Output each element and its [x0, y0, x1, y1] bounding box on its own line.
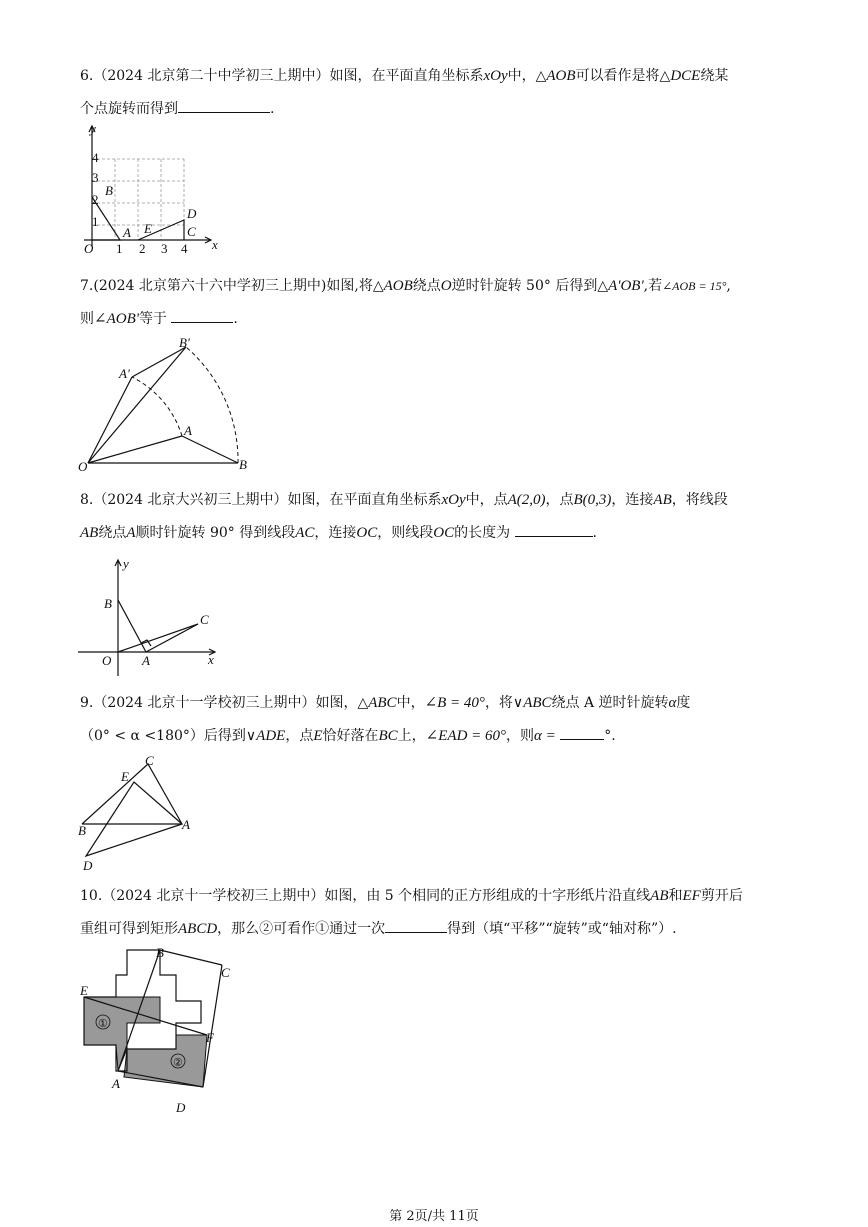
point-label: B	[156, 945, 164, 960]
text: .	[592, 525, 597, 541]
point-label: A	[112, 1076, 120, 1091]
point-label: B	[239, 457, 247, 472]
question-number: 7.	[80, 278, 94, 294]
point-label: O	[78, 459, 88, 474]
answer-blank[interactable]	[171, 308, 233, 323]
point-label: A	[182, 817, 190, 832]
math: α	[668, 695, 677, 711]
math: ADE	[256, 728, 286, 744]
text: ，点	[285, 728, 314, 744]
text: 上，	[397, 728, 426, 744]
text: 剪开后	[700, 888, 743, 904]
answer-blank[interactable]	[560, 725, 604, 740]
math: ABC	[368, 695, 397, 711]
text: 绕点	[98, 525, 127, 541]
text: 则	[80, 311, 94, 327]
tick-label: 3	[92, 170, 99, 185]
page-footer: 第 2页/共 11页	[389, 1209, 479, 1224]
text: 顺时针旋转 90° 得到线段	[135, 525, 296, 541]
math: xOy	[483, 68, 508, 84]
math: AB	[653, 492, 672, 508]
question-7	[80, 270, 795, 336]
math: EF	[682, 888, 701, 904]
question-source: （2024 北京大兴初三上期中）	[93, 492, 288, 508]
axis-label: x	[208, 652, 214, 667]
point-label: E	[80, 983, 88, 998]
tick-label: 2	[139, 241, 146, 256]
point-label: B'	[179, 335, 190, 350]
math: ABCD	[178, 921, 218, 937]
text: 恰好落在	[322, 728, 379, 744]
point-label: B	[104, 596, 112, 611]
axis-label: y	[90, 121, 96, 136]
math: xOy	[441, 492, 466, 508]
figure-q8	[78, 556, 228, 681]
text: 如图,将△	[326, 278, 384, 294]
text: 等于	[138, 311, 167, 327]
point-label: C	[200, 612, 209, 627]
math: A	[126, 525, 136, 541]
question-8	[80, 484, 795, 550]
point-label: C	[221, 965, 230, 980]
point-label: B	[105, 183, 113, 198]
point-label: F	[206, 1030, 214, 1045]
math: OC	[433, 525, 455, 541]
text: ，则	[506, 728, 535, 744]
answer-blank[interactable]	[385, 918, 447, 933]
tick-label: 2	[92, 192, 99, 207]
question-number: 10.	[80, 888, 103, 904]
text: ,	[726, 278, 731, 294]
point-label: E	[121, 769, 129, 784]
math: AC	[295, 525, 315, 541]
math: BC	[378, 728, 398, 744]
math: A'OB'	[608, 278, 644, 294]
answer-blank[interactable]	[178, 98, 270, 113]
tick-label: 1	[116, 241, 123, 256]
point-label: C	[187, 224, 196, 239]
figure-q6	[78, 122, 228, 262]
math: E	[313, 728, 323, 744]
text: ，连接	[611, 492, 654, 508]
text: 中，点	[465, 492, 508, 508]
math: OC	[356, 525, 378, 541]
text: 的长度为	[454, 525, 511, 541]
question-10	[80, 880, 795, 946]
text: （0° < α <180°）后得到∨	[80, 728, 257, 744]
point-label: D	[83, 858, 93, 873]
text: 得到（填“平移”“旋转”或“轴对称”）.	[447, 921, 677, 937]
point-label: D	[187, 206, 197, 221]
math: B(0,3)	[573, 492, 612, 508]
question-source: （2024 北京第二十中学初三上期中）	[93, 68, 330, 84]
text: ，将∨	[484, 695, 524, 711]
point-label: A	[142, 653, 150, 668]
text: 绕点 A 逆时针旋转	[551, 695, 669, 711]
text: 度	[676, 695, 691, 711]
question-6	[80, 60, 795, 126]
text: .	[270, 101, 275, 117]
question-source: （2024 北京十一学校初三上期中）	[93, 695, 316, 711]
text: ，连接	[314, 525, 357, 541]
text: 如图，由 5 个相同的正方形组成的十字形纸片沿直线	[324, 888, 651, 904]
question-number: 8.	[80, 492, 94, 508]
text: 可以看作是将△	[575, 68, 671, 84]
text: 如图，在平面直角坐标系	[287, 492, 442, 508]
math: ∠B = 40°	[424, 695, 485, 711]
text: ，将线段	[671, 492, 728, 508]
point-label: A	[123, 225, 131, 240]
figure-q9	[78, 752, 208, 872]
math: ∠AOB = 15°	[662, 279, 727, 293]
point-label: C	[145, 753, 154, 768]
math: AB	[80, 525, 99, 541]
tick-label: 4	[92, 150, 99, 165]
question-number: 9.	[80, 695, 94, 711]
math: O	[440, 278, 452, 294]
text: 如图，△	[315, 695, 369, 711]
text: ，则线段	[377, 525, 434, 541]
text: 绕某	[700, 68, 729, 84]
figure-q7	[78, 335, 258, 475]
answer-blank[interactable]	[515, 522, 593, 537]
math: A(2,0)	[507, 492, 546, 508]
tick-label: 3	[161, 241, 168, 256]
text: ，点	[545, 492, 574, 508]
tick-label: 1	[92, 214, 99, 229]
point-label: A	[184, 423, 192, 438]
figure-q10	[76, 942, 246, 1117]
math: ∠EAD = 60°	[425, 728, 507, 744]
math: AOB	[546, 68, 576, 84]
text: 绕点	[412, 278, 441, 294]
origin-label: O	[102, 653, 112, 668]
math: AOB	[383, 278, 413, 294]
text: 重组可得到矩形	[80, 921, 178, 937]
text: 逆时针旋转 50° 后得到△	[451, 278, 609, 294]
math: AB	[650, 888, 669, 904]
text: 个点旋转而得到	[80, 101, 178, 117]
axis-label: x	[212, 237, 218, 252]
question-source: (2024 北京第六十六中学初三上期中)	[93, 278, 327, 294]
point-label: A'	[119, 366, 130, 381]
question-source: （2024 北京十一学校初三上期中）	[102, 888, 325, 904]
text: 中，	[396, 695, 425, 711]
text: ,若	[643, 278, 663, 294]
math: ∠AOB'	[94, 311, 139, 327]
region-label: ②	[173, 1057, 183, 1069]
text: ，那么②可看作①通过一次	[217, 921, 386, 937]
axis-label: y	[123, 556, 129, 571]
question-number: 6.	[80, 68, 94, 84]
text: 如图，在平面直角坐标系	[329, 68, 484, 84]
math: α =	[534, 728, 556, 744]
math: ABC	[523, 695, 552, 711]
origin-label: O	[84, 241, 94, 256]
text: 中，△	[507, 68, 547, 84]
region-label: ①	[98, 1018, 108, 1030]
point-label: E	[144, 221, 152, 236]
text: °.	[604, 728, 616, 744]
question-9	[80, 687, 795, 753]
point-label: B	[78, 823, 86, 838]
text: 和	[668, 888, 683, 904]
tick-label: 4	[181, 241, 188, 256]
point-label: D	[176, 1100, 186, 1115]
math: DCE	[670, 68, 701, 84]
text: .	[233, 311, 238, 327]
